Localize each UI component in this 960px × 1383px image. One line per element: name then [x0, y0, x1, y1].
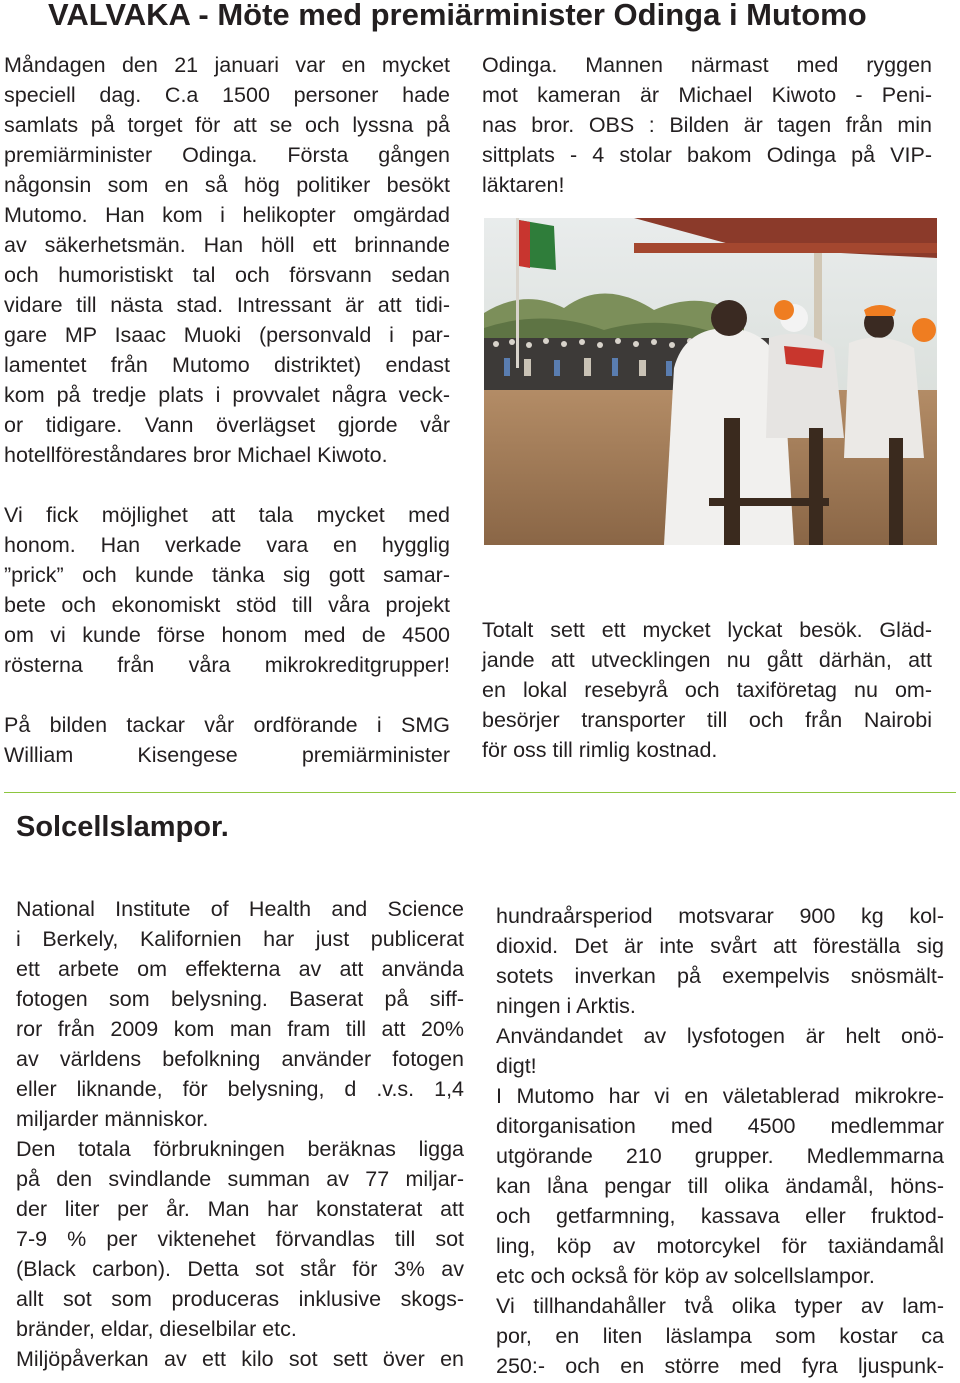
text-line: ling, köp av motorcykel för taxiändamål [496, 1234, 944, 1258]
text-line: nas bror. OBS : Bilden är tagen från min [482, 113, 932, 137]
text-line: National Institute of Health and Science [16, 897, 464, 921]
paragraph [4, 710, 450, 770]
paragraph [496, 901, 944, 1021]
text-line: gare MP Isaac Muoki (personvald i par- [4, 323, 450, 347]
text-line: vidare till nästa stad. Intressant är att tidi- [4, 293, 450, 317]
paragraph [16, 894, 464, 1134]
text-line: allt sot som produceras inklusive skogs- [16, 1287, 464, 1311]
text-line: samlats på torget för att se och lyssna på [4, 113, 450, 137]
text-line: dioxid. Det är inte svårt att föreställa sig [496, 934, 944, 958]
text-line: or tidigare. Vann överlägset gjorde vår [4, 413, 450, 437]
text-line: ditorganisation med 4500 medlemmar [496, 1114, 944, 1138]
text-line: Mutomo. Han kom i helikopter omgärdad [4, 203, 450, 227]
text-line: digt! [496, 1054, 537, 1078]
text-line: jande att utvecklingen nu gått därhän, att [482, 648, 932, 672]
text-line: Miljöpåverkan av ett kilo sot sett över en [16, 1347, 464, 1371]
text-line: besörjer transporter till och från Nairobi [482, 708, 932, 732]
text-line: av säkerhetsmän. Han höll ett brinnande [4, 233, 450, 257]
paragraph [16, 1134, 464, 1344]
text-line: I Mutomo har vi en väletablerad mikrokre- [496, 1084, 944, 1108]
paragraph [482, 50, 932, 200]
text-line: miljarder människor. [16, 1107, 209, 1131]
text-line: Odinga. Mannen närmast med ryggen [482, 53, 932, 77]
text-line: der liter per år. Man har konstaterat att [16, 1197, 464, 1221]
text-line: Vi fick möjlighet att tala mycket med [4, 503, 450, 527]
text-line: läktaren! [482, 173, 565, 197]
paragraph [496, 1291, 944, 1381]
text-line: kom på tredje plats i provvalet några veck- [4, 383, 450, 407]
paragraph [496, 1021, 944, 1081]
paragraph [4, 50, 450, 470]
text-line: speciell dag. C.a 1500 personer hade [4, 83, 450, 107]
text-line: mot kameran är Michael Kiwoto - Peni- [482, 83, 932, 107]
text-line: och getfarmning, kassava eller fruktod- [496, 1204, 944, 1228]
text-line: 7-9 % per viktenehet förvandlas till sot [16, 1227, 464, 1251]
section-divider [4, 792, 956, 793]
text-line: sotets inverkan på exempelvis snösmält- [496, 964, 944, 988]
article-column-3 [482, 615, 932, 765]
text-line: och humoristiskt tal och försvann sedan [4, 263, 450, 287]
text-line: hotellföreståndares bror Michael Kiwoto. [4, 443, 388, 467]
text-line: bete och ekonomiskt stöd till våra projekt [4, 593, 450, 617]
text-line: por, en liten läslampa som kostar ca [496, 1324, 944, 1348]
paragraph [4, 500, 450, 680]
text-line: av världens befolkning använder fotogen [16, 1047, 464, 1071]
text-line: honom. Han verkade vara en hygglig [4, 533, 450, 557]
text-line: rösterna från våra mikrokreditgrupper! [4, 653, 450, 677]
text-line: fotogen som belysning. Baserat på siff- [16, 987, 464, 1011]
text-line: på den svindlande summan av 77 miljar- [16, 1167, 464, 1191]
text-line: ror från 2009 kom man fram till att 20% [16, 1017, 464, 1041]
text-line: utgörande 210 grupper. Medlemmarna [496, 1144, 944, 1168]
text-line: (Black carbon). Detta sot står för 3% av [16, 1257, 464, 1281]
text-line: kan låna pengar till olika ändamål, höns- [496, 1174, 944, 1198]
article-column-1 [4, 50, 450, 770]
text-line: om vi kunde förse honom med de 4500 [4, 623, 450, 647]
text-line: eller liknande, för belysning, d .v.s. 1,4 [16, 1077, 464, 1101]
text-line: Måndagen den 21 januari var en mycket [4, 53, 450, 77]
article-title: VALVAKA - Möte med premiärminister Odinga i Mutomo [48, 0, 867, 32]
text-line: På bilden tackar vår ordförande i SMG [4, 713, 450, 737]
section-heading: Solcellslampor. [16, 811, 229, 843]
paragraph [496, 1081, 944, 1291]
article-column-4 [16, 894, 464, 1374]
text-line: Den totala förbrukningen beräknas ligga [16, 1137, 464, 1161]
text-line: Vi tillhandahåller två olika typer av lam- [496, 1294, 944, 1318]
text-line: bränder, eldar, dieselbilar etc. [16, 1317, 297, 1341]
text-line: en lokal resebyrå och taxiföretag nu om- [482, 678, 932, 702]
text-line: etc och också för köp av solcellslampor. [496, 1264, 875, 1288]
text-line: 250:- och en större med fyra ljuspunk- [496, 1354, 944, 1378]
paragraph [16, 1344, 464, 1374]
text-line: sittplats - 4 stolar bakom Odinga på VIP- [482, 143, 932, 167]
text-line: ningen i Arktis. [496, 994, 636, 1018]
article-column-5 [496, 901, 944, 1381]
text-line: någonsin som en så hög politiker besökt [4, 173, 450, 197]
text-line: för oss till rimlig kostnad. [482, 738, 718, 762]
text-line: Totalt sett ett mycket lyckat besök. Gläd- [482, 618, 932, 642]
text-line: lamentet från Mutomo distriktet) endast [4, 353, 450, 377]
paragraph [482, 615, 932, 765]
text-line: William Kisengese premiärminister [4, 743, 450, 767]
text-line: ett arbete om effekterna av att använda [16, 957, 464, 981]
text-line: Användandet av lysfotogen är helt onö- [496, 1024, 944, 1048]
text-line: premiärminister Odinga. Första gången [4, 143, 450, 167]
article-column-2 [482, 50, 932, 200]
text-line: i Berkely, Kalifornien har just publicerat [16, 927, 464, 951]
meeting-photo [484, 218, 937, 545]
text-line: hundraårsperiod motsvarar 900 kg kol- [496, 904, 944, 928]
text-line: ”prick” och kunde tänka sig gott samar- [4, 563, 450, 587]
